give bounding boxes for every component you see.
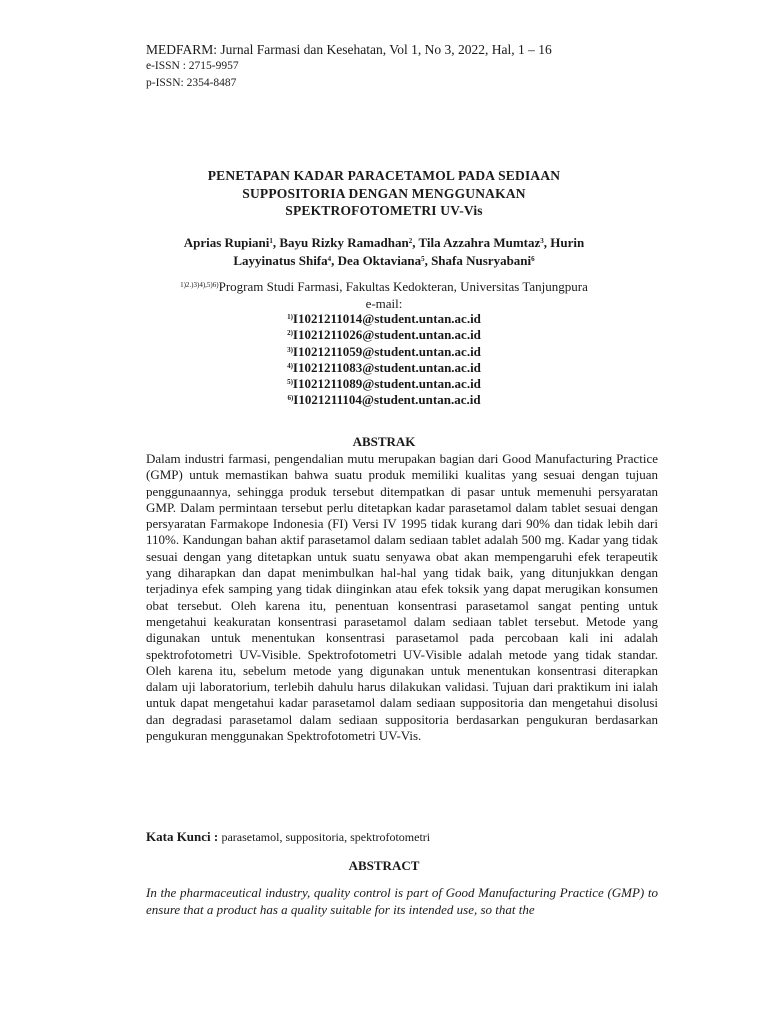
email-row bbox=[146, 360, 622, 376]
email-link[interactable]: I1021211059@student.untan.ac.id bbox=[292, 343, 481, 359]
author-sup: 6 bbox=[531, 254, 535, 263]
abstrak-body: Dalam industri farmasi, pengendalian mutu merupakan bagian dari Good Manufacturing Practice (GMP) untuk memastikan bahwa suatu produk memiliki kualitas yang sesuai dengan tujuan penggunaannya, sehingga produk tersebut ditempatkan di pasar untuk memenuhi persyaratan GMP. Dalam permintaan tersebut perlu ditetapkan kadar parasetamol dalam tablet sesuai dengan persyaratan Farmakope Indonesia (FI) Versi IV 1995 tidak kurang dari 90% dan tidak lebih dari 110%. Kandungan bahan aktif parasetamol dalam sediaan tablet adalah 500 mg. Kadar yang tidak sesuai dengan yang ditetapkan untuk suatu senyawa obat akan mempengaruhi efek terapeutik yang diharapkan dan dapat menimbulkan hal-hal yang tidak baik, yang ditunjukkan dengan terjadinya efek samping yang tidak diinginkan atau efek toksik yang dapat merugikan konsumen obat tersebut. Oleh karena itu, penentuan konsentrasi parasetamol sangat penting untuk mengetahui keakuratan konsentrasi parasetamol dalam sediaan tablet tersebut. Metode yang digunakan untuk menentukan konsentrasi parasetamol pada percobaan kali ini adalah spektrofotometri UV-Visible. Spektrofotometri UV-Visible adalah metode yang tidak standar. Oleh karena itu, sebelum metode yang digunakan untuk menentukan konsentrasi diterapkan dalam uji laboratorium, terlebih dahulu harus dilakukan validasi. Tujuan dari praktikum ini ialah untuk dapat mengetahui kadar parasetamol dalam sediaan suppositoria dan mengetahui disolusi dan degradasi parasetamol dalam sediaan suppositoria berdasarkan pengukuran berdasarkan pengukuran menggunakan Spektrofotometri UV-Vis. bbox=[146, 451, 658, 744]
author-sup: 1 bbox=[269, 237, 273, 245]
email-sup: 3) bbox=[287, 345, 293, 354]
affiliation-line bbox=[146, 279, 622, 296]
email-row bbox=[146, 376, 622, 392]
email-sup: 4) bbox=[287, 361, 293, 370]
author-sup: 3 bbox=[540, 237, 544, 245]
abstract-en-body: In the pharmaceutical industry, quality control is part of Good Manufacturing Practice (GMP) to ensure that a product has a quality suitable for its intended use, so that the bbox=[146, 885, 658, 917]
email-link[interactable]: I1021211026@student.untan.ac.id bbox=[292, 327, 481, 343]
email-label: e-mail: bbox=[365, 295, 403, 311]
title-line-1: PENETAPAN KADAR PARACETAMOL PADA SEDIAAN bbox=[207, 168, 561, 183]
abstrak-heading: ABSTRAK bbox=[352, 434, 416, 449]
author-list bbox=[146, 234, 622, 269]
email-sup: 2) bbox=[287, 329, 293, 338]
journal-header bbox=[146, 41, 552, 92]
author-line-1: Aprias Rupiani$^1$, Bayu Rizky Ramadhan$^2$, Tila Azzahra Mumtaz$^3$, Hurin bbox=[183, 235, 585, 250]
author-sup: 2 bbox=[408, 237, 413, 245]
title-line-3: SPEKTROFOTOMETRI UV-Vis bbox=[285, 203, 483, 218]
email-list bbox=[146, 311, 622, 409]
email-row bbox=[146, 392, 622, 408]
keywords bbox=[146, 829, 430, 845]
author-name-part: Layyinatus Shifa bbox=[233, 252, 328, 268]
email-link[interactable]: I1021211083@student.untan.ac.id bbox=[292, 359, 481, 375]
affiliation bbox=[146, 279, 622, 312]
author-name: Dea Oktaviana bbox=[337, 252, 422, 268]
author-name: Tila Azzahra Mumtaz bbox=[418, 235, 541, 250]
journal-citation: MEDFARM: Jurnal Farmasi dan Kesehatan, Vol 1, No 3, 2022, Hal, 1 – 16 bbox=[146, 42, 552, 57]
abstract-heading: ABSTRACT bbox=[348, 858, 420, 873]
eissn: e-ISSN : 2715-9957 bbox=[146, 60, 239, 72]
pissn: p-ISSN: 2354-8487 bbox=[146, 77, 237, 89]
email-row bbox=[146, 327, 622, 343]
email-link[interactable]: I1021211089@student.untan.ac.id bbox=[292, 376, 481, 392]
email-sup: 1) bbox=[287, 313, 293, 321]
title-line-2: SUPPOSITORIA DENGAN MENGGUNAKAN bbox=[242, 185, 526, 201]
author-name-part: Hurin bbox=[550, 235, 585, 250]
email-row bbox=[146, 344, 622, 360]
author-name: Aprias Rupiani bbox=[183, 235, 270, 250]
email-sup: 5) bbox=[287, 378, 293, 387]
author-sup: 4 bbox=[327, 254, 332, 263]
email-link[interactable]: I1021211104@student.untan.ac.id bbox=[293, 392, 481, 408]
author-name: Shafa Nusryabani bbox=[431, 252, 532, 268]
affiliation-sup: 1)2.)3)4),5)6) bbox=[180, 281, 219, 289]
keywords-text: parasetamol, suppositoria, spektrofotometri bbox=[221, 830, 431, 844]
email-sup: 6) bbox=[287, 394, 294, 403]
author-name: Bayu Rizky Ramadhan bbox=[279, 235, 409, 250]
author-sup: 5 bbox=[421, 254, 425, 263]
email-link[interactable]: I1021211014@student.untan.ac.id bbox=[292, 311, 481, 326]
paper-title bbox=[146, 167, 622, 220]
email-row bbox=[146, 311, 622, 327]
author-line-2: Layyinatus Shifa$^4$, Dea Oktaviana$^5$, Shafa Nusryabani$^6$ bbox=[233, 252, 535, 268]
keywords-label: Kata Kunci : bbox=[146, 829, 219, 844]
affiliation-text: Program Studi Farmasi, Fakultas Kedokteran, Universitas Tanjungpura bbox=[218, 279, 588, 294]
